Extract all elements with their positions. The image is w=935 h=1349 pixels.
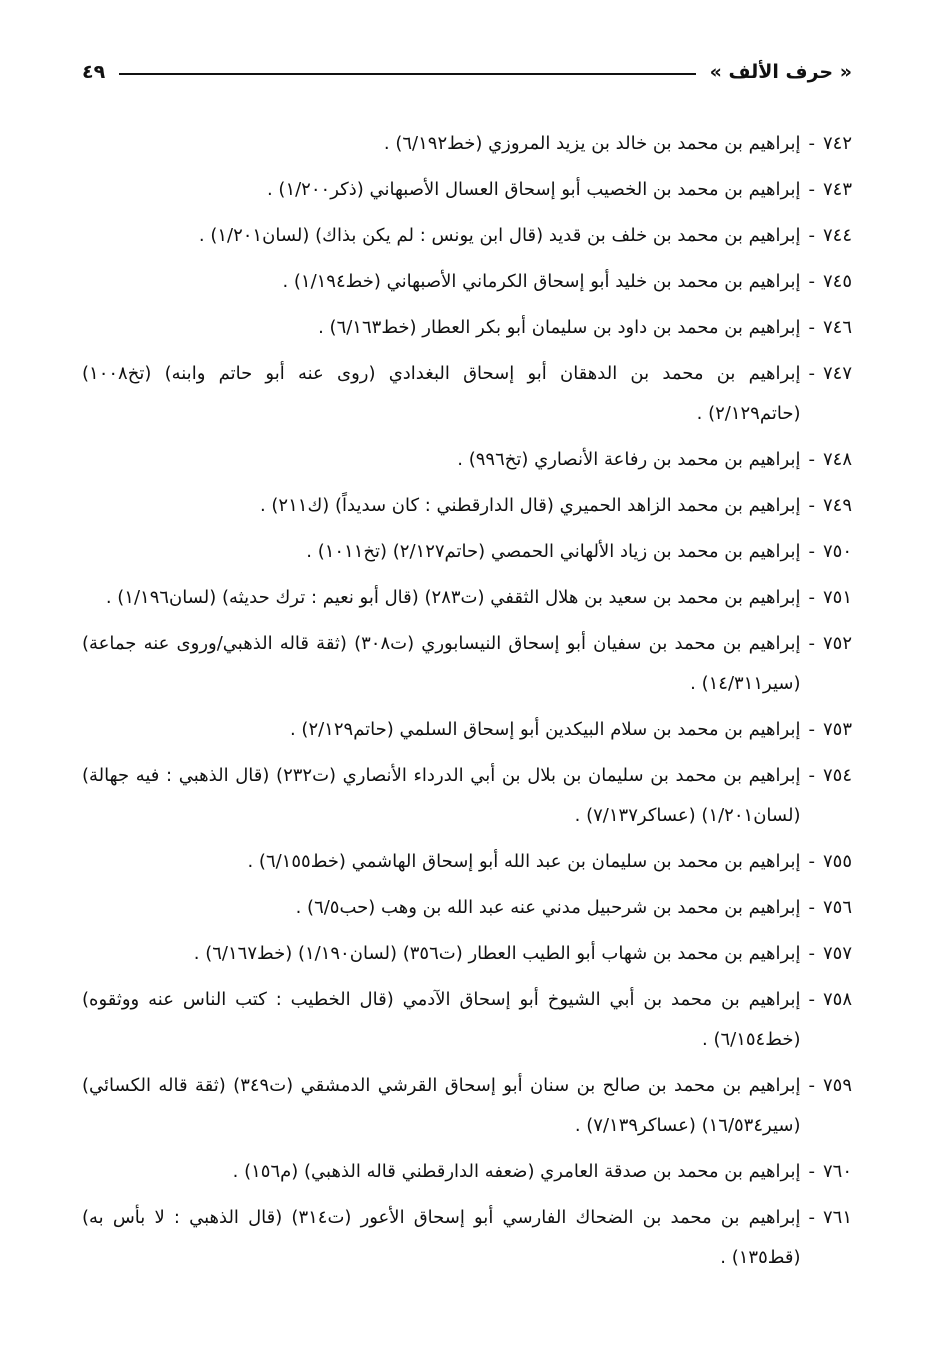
entry-dash: - bbox=[808, 133, 815, 154]
entry-number: ٧٥٧ bbox=[822, 943, 852, 964]
entry-dash: - bbox=[808, 943, 815, 964]
entry-dash: - bbox=[808, 719, 815, 740]
entry-item bbox=[82, 354, 852, 434]
entry-text: إبراهيم بن محمد بن صالح بن سنان أبو إسحاق القرشي الدمشقي (ت٣٤٩) (ثقة قاله الكسائي) (سير١٦/٥٣٤) (عساكر٧/١٣٩) . bbox=[82, 1075, 801, 1136]
entry-dash: - bbox=[808, 449, 815, 470]
entry-text: إبراهيم بن محمد بن أبي الشيوخ أبو إسحاق الآدمي (قال الخطيب : كتب الناس عنه ووثقوه) (خط٦/١٥٤) . bbox=[82, 989, 801, 1050]
entry-text: إبراهيم بن محمد بن صدقة العامري (ضعفه الدارقطني قاله الذهبي) (م١٥٦) . bbox=[232, 1161, 801, 1182]
entry-number: ٧٤٨ bbox=[822, 449, 852, 470]
entry-dash: - bbox=[808, 541, 815, 562]
entry-text: إبراهيم بن محمد الزاهد الحميري (قال الدارقطني : كان سديداً) (ك٢١١) . bbox=[259, 495, 801, 516]
entry-number: ٧٥٦ bbox=[822, 897, 852, 918]
entry-list bbox=[82, 124, 852, 1284]
entry-number: ٧٤٣ bbox=[822, 179, 852, 200]
entry-text: إبراهيم بن محمد بن شرحبيل مدني عنه عبد الله بن وهب (حب٦/٥) . bbox=[295, 897, 801, 918]
chapter-title: « حرف الألف » bbox=[709, 61, 852, 83]
entry-number: ٧٥٢ bbox=[822, 633, 852, 654]
entry-item bbox=[82, 262, 852, 302]
entry-dash: - bbox=[808, 1161, 815, 1182]
entry-dash: - bbox=[808, 363, 815, 384]
entry-item bbox=[82, 486, 852, 526]
entry-dash: - bbox=[808, 317, 815, 338]
entry-item bbox=[82, 308, 852, 348]
entry-text: إبراهيم بن محمد بن الضحاك الفارسي أبو إسحاق الأعور (ت٣١٤) (قال الذهبي : لا بأس به) (قط١٣٥) . bbox=[82, 1207, 801, 1268]
entry-number: ٧٥٩ bbox=[822, 1075, 852, 1096]
entry-dash: - bbox=[808, 1207, 815, 1228]
entry-item bbox=[82, 710, 852, 750]
entry-number: ٧٥٨ bbox=[822, 989, 852, 1010]
entry-number: ٧٤٢ bbox=[822, 133, 852, 154]
entry-text: إبراهيم بن محمد بن رفاعة الأنصاري (تخ٩٩٦) . bbox=[457, 449, 801, 470]
entry-text: إبراهيم بن محمد بن شهاب أبو الطيب العطار (ت٣٥٦) (لسان١/١٩٠) (خط٦/١٦٧) . bbox=[193, 943, 801, 964]
entry-dash: - bbox=[808, 271, 815, 292]
entry-text: إبراهيم بن محمد بن الخصيب أبو إسحاق العسال الأصبهاني (ذكر١/٢٠٠) . bbox=[266, 179, 801, 200]
entry-item bbox=[82, 934, 852, 974]
entry-dash: - bbox=[808, 851, 815, 872]
entry-text: إبراهيم بن محمد بن سلام البيكدين أبو إسحاق السلمي (حاتم٢/١٢٩) . bbox=[289, 719, 801, 740]
entry-number: ٧٦٠ bbox=[822, 1161, 852, 1182]
entry-item bbox=[82, 1152, 852, 1192]
entry-number: ٧٦١ bbox=[822, 1207, 852, 1228]
entry-number: ٧٥٠ bbox=[822, 541, 852, 562]
entry-number: ٧٤٤ bbox=[822, 225, 852, 246]
entry-item bbox=[82, 124, 852, 164]
entry-number: ٧٤٥ bbox=[822, 271, 852, 292]
entry-dash: - bbox=[808, 587, 815, 608]
entry-item bbox=[82, 756, 852, 836]
header-rule bbox=[119, 73, 695, 75]
entry-text: إبراهيم بن محمد بن خلف بن قديد (قال ابن يونس : لم يكن بذاك) (لسان١/٢٠١) . bbox=[198, 225, 801, 246]
entry-dash: - bbox=[808, 225, 815, 246]
entry-item bbox=[82, 532, 852, 572]
entry-text: إبراهيم بن محمد بن الدهقان أبو إسحاق البغدادي (روى عنه أبو حاتم وابنه) (تخ١٠٠٨) (حاتم٢/١٢٩) . bbox=[82, 363, 801, 424]
entry-number: ٧٥٥ bbox=[822, 851, 852, 872]
entry-text: إبراهيم بن محمد بن سعيد بن هلال الثقفي (ت٢٨٣) (قال أبو نعيم : ترك حديثه) (لسان١/١٩٦) . bbox=[105, 587, 801, 608]
entry-number: ٧٥٤ bbox=[822, 765, 852, 786]
entry-dash: - bbox=[808, 897, 815, 918]
entry-number: ٧٤٩ bbox=[822, 495, 852, 516]
entry-number: ٧٥١ bbox=[822, 587, 852, 608]
entry-dash: - bbox=[808, 989, 815, 1010]
entry-item bbox=[82, 624, 852, 704]
entry-item bbox=[82, 842, 852, 882]
entry-text: إبراهيم بن محمد بن سفيان أبو إسحاق النيسابوري (ت٣٠٨) (ثقة قاله الذهبي/وروى عنه جماعة) (سير١٤/٣١١) . bbox=[82, 633, 801, 694]
entry-text: إبراهيم بن محمد بن زياد الألهاني الحمصي (حاتم٢/١٢٧) (تخ١٠١١) . bbox=[306, 541, 801, 562]
entry-number: ٧٤٦ bbox=[822, 317, 852, 338]
entry-item bbox=[82, 980, 852, 1060]
entry-item bbox=[82, 170, 852, 210]
entry-dash: - bbox=[808, 765, 815, 786]
entry-number: ٧٥٣ bbox=[822, 719, 852, 740]
entry-dash: - bbox=[808, 1075, 815, 1096]
entry-item bbox=[82, 216, 852, 256]
entry-dash: - bbox=[808, 179, 815, 200]
entry-item bbox=[82, 440, 852, 480]
entry-text: إبراهيم بن محمد بن داود بن سليمان أبو بكر العطار (خط٦/١٦٣) . bbox=[318, 317, 801, 338]
entry-text: إبراهيم بن محمد بن خليد أبو إسحاق الكرماني الأصبهاني (خط١/١٩٤) . bbox=[282, 271, 801, 292]
entry-item bbox=[82, 1066, 852, 1146]
entry-dash: - bbox=[808, 633, 815, 654]
entry-number: ٧٤٧ bbox=[822, 363, 852, 384]
entry-text: إبراهيم بن محمد بن سليمان بن بلال بن أبي الدرداء الأنصاري (ت٢٣٢) (قال الذهبي : فيه جهالة) (لسان١/٢٠١) (عساكر٧/١٣٧) . bbox=[82, 765, 801, 826]
running-header bbox=[82, 50, 852, 94]
entry-dash: - bbox=[808, 495, 815, 516]
entry-item bbox=[82, 578, 852, 618]
entry-text: إبراهيم بن محمد بن خالد بن يزيد المروزي (خط٦/١٩٢) . bbox=[383, 133, 801, 154]
page-number: ٤٩ bbox=[82, 61, 106, 83]
entry-item bbox=[82, 1198, 852, 1278]
entry-text: إبراهيم بن محمد بن سليمان بن عبد الله أبو إسحاق الهاشمي (خط٦/١٥٥) . bbox=[247, 851, 801, 872]
entry-item bbox=[82, 888, 852, 928]
